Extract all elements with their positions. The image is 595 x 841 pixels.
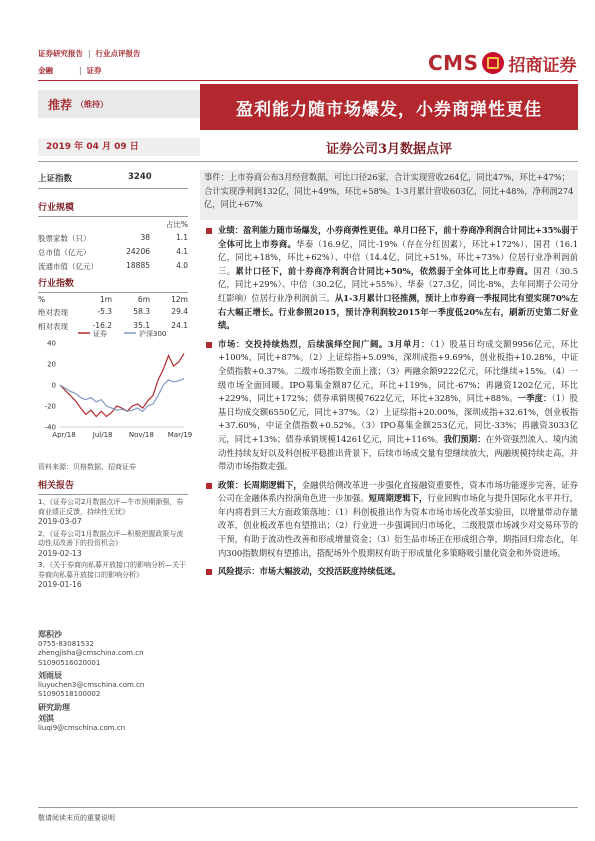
bullet-lead: 政策：长周期逻辑下，	[218, 479, 302, 490]
perf-row	[38, 307, 188, 318]
source-note	[38, 463, 188, 473]
legend-label-series1: 证券	[93, 330, 107, 338]
header-divider	[38, 80, 578, 81]
perf-section	[38, 276, 188, 332]
subtitle-divider	[38, 161, 578, 162]
scale-row	[38, 261, 188, 272]
bullet-lead2: 一季度：	[517, 393, 552, 404]
report-type-line: 证券研究报告 | 行业点评报告	[38, 49, 141, 58]
scale-row-pct: 4.1	[176, 247, 188, 256]
bullet-lead: 业绩：盈利能力随市场爆发，小券商弹性更佳。单月口径下，前十券商净利润合计同比+35%弱于全体可比上市券商。	[218, 225, 578, 249]
bullet-rest: 华泰（16.9亿，同比-19%（存在分红因素），环比+172%）、国君（16.1亿，同比+18%，环比+62%）、中信（14.4亿，同比+51%，环比+73%）位居行业净利润前三。	[218, 238, 578, 276]
perf-12m: 24.1	[171, 321, 188, 330]
scale-section	[38, 200, 188, 272]
perf-6m: 35.1	[133, 321, 150, 330]
analyst-phone: 0755-83081532	[38, 639, 94, 648]
analyst-cert: S1090518100002	[38, 690, 101, 698]
perf-row-label: 相对表现	[38, 322, 68, 331]
report-date: 2019 年 04 月 09 日	[38, 138, 200, 156]
related-report-date: 2019-01-16	[38, 580, 82, 589]
scale-row-label: 总市值（亿元）	[38, 248, 91, 257]
series-line-1	[60, 354, 184, 417]
bullet-rest2: 国君（30.5亿，同比+29%）、中信（30.2亿，同比+55%）、华泰（27.3亿，同比-8%，去年同期子公司分红影响）位居行业净利润前三。	[218, 265, 578, 303]
bullet-paragraph	[200, 565, 578, 579]
related-report	[38, 498, 188, 527]
analyst-section	[38, 628, 188, 733]
rating-box	[38, 90, 200, 118]
x-tick-label: Nov/18	[128, 431, 154, 439]
related-report-date: 2019-02-13	[38, 548, 82, 558]
index-row	[38, 172, 188, 184]
bullet-lead2: 累计口径下，前十券商净利润合计同比+50%，依然弱于全体可比上市券商。	[235, 265, 534, 276]
analyst-cert: S1090516020001	[38, 658, 101, 667]
analyst-email: liuyuchen3@cmschina.com.cn	[38, 680, 145, 689]
event-summary: 事件：上市券商公布3月经营数据，可比口径26家，合计实现营收264亿，同比47%，环比+47%；合计实现净利润132亿，同比+49%，环比+58%。1-3月累计营收603亿，同比+48%，净利润274亿，同比+67%	[200, 170, 578, 220]
divider	[38, 188, 188, 189]
footer-note: 敬请阅读末页的重要说明	[38, 814, 115, 822]
series-line-2	[60, 379, 184, 412]
x-tick-label: Jul/18	[92, 431, 113, 439]
bullet-lead2: 短周期逻辑下，	[368, 493, 428, 504]
index-value: 3240	[128, 172, 152, 182]
perf-header-unit: %	[38, 295, 46, 304]
bullet-lead3: 我们预期：	[443, 433, 486, 444]
y-tick-label: 40	[47, 339, 56, 348]
bullet-rest: 金融供给侧改革进一步强化直接融资重要性，资本市场功能逐步完善，证券公司在金融体系内扮演角色进一步加强。	[218, 479, 578, 504]
scale-row-value: 18885	[126, 261, 150, 270]
y-tick-label: 20	[47, 360, 56, 369]
title-bar	[200, 84, 578, 130]
bullet-paragraph	[200, 479, 578, 561]
related-report-date: 2019-03-07	[38, 517, 82, 526]
industry-line: 金融 | 证券	[38, 66, 102, 75]
cms-logo	[428, 45, 576, 81]
index-chart	[38, 325, 193, 453]
related-title: 相关报告	[38, 481, 75, 491]
bullet-rest: （1）股基日均成交额9956亿元，环比+100%，同比+87%。（2）上证综指+5.09%，深圳成指+9.69%，创业板指+10.28%，中证全债指数+0.37%。二级市场指数全面上涨；（3）两融余额9222亿元，环比继续+15%。（4）一级市场全面回暖。IPO募集金额87亿元，环比+119%，同比-67%；再融资1202亿元，环比+229%，同比+172%；债券承销规模7622亿元，环比+328%，同比+88%。	[218, 338, 578, 404]
report-subtitle: 证券公司3月数据点评	[325, 142, 453, 157]
scale-row-pct: 1.1	[176, 233, 188, 242]
report-type: 证券研究报告	[38, 49, 83, 58]
scale-title: 行业规模	[38, 203, 75, 213]
y-tick-label: -20	[44, 402, 56, 411]
perf-row-label: 绝对表现	[38, 308, 68, 317]
related-report	[38, 530, 188, 559]
assistant-name: 刘淇	[38, 714, 54, 723]
analyst-email: zhengjisha@cmschina.com.cn	[38, 649, 144, 657]
scale-row-pct: 4.0	[176, 261, 188, 270]
bullet-paragraph	[200, 224, 578, 333]
bullet-list	[200, 224, 578, 584]
perf-6m: 58.3	[133, 307, 150, 316]
scale-row	[38, 247, 188, 258]
related-report-title: 2、《证券公司1月数据点评—积极把握政策与流动性双改善下的投资机会》	[38, 529, 184, 547]
assistant-email: liuqi9@cmschina.com.cn	[38, 723, 126, 732]
page-title: 盈利能力随市场爆发，小券商弹性更佳	[236, 99, 542, 120]
scale-row-label: 流通市值（亿元）	[38, 262, 98, 271]
analyst-name: 郑积沙	[38, 630, 62, 639]
bullet-lead3: 从1-3月累计口径推测，预计上市券商一季报同比有望实现70%左右大幅正增长。行业参照2015，预计净利润较2015年一季度低20%左右，刷新历史第二好业绩。	[218, 292, 578, 331]
y-tick-label: -40	[44, 423, 56, 432]
scale-row-value: 38	[140, 233, 150, 242]
chart-source: 资料来源：贝格数据、招商证券	[38, 463, 136, 471]
related-report	[38, 561, 188, 590]
scale-header: 占比%	[165, 220, 188, 229]
perf-header-6m: 6m	[137, 295, 150, 304]
bullet-rest2: （1）股基日均成交额6550亿元，同比+37%。（2）上证综指+20.00%，深圳成指+32.61%，创业板指+37.60%，中证全债指数+0.52%。（3）IPO募集金额253亿元，同比-33%；再融资3033亿元，同比+13%；债券承销规模14261亿元，同比+116%。	[218, 393, 578, 444]
scale-row	[38, 233, 188, 244]
rating-main: 推荐	[48, 97, 73, 112]
bullet-lead: 市场：交投持续热烈，后续演绎空间广阔。3月单月：	[218, 338, 430, 349]
related-report-title: 1、《证券公司2月数据点评—牛市预期渐强，券商业绩正反馈，持续性无忧》	[38, 498, 184, 516]
x-tick-label: Mar/19	[167, 431, 193, 439]
related-report-title: 3、《关于券商向私募开放接口的影响分析—关于券商向私募开放接口的影响分析》	[38, 561, 186, 579]
perf-header-12m: 12m	[171, 295, 188, 304]
related-section	[38, 478, 188, 593]
industry: 金融	[38, 66, 53, 75]
perf-12m: 29.4	[171, 307, 188, 316]
perf-1m: -5.3	[97, 307, 112, 316]
report-subtype: 行业点评报告	[95, 49, 141, 58]
analyst-name: 刘雨辰	[38, 671, 62, 680]
legend-label-series2: 沪深300	[139, 330, 167, 338]
assistant-title: 研究助理	[38, 702, 70, 712]
perf-1m: -16.2	[92, 321, 112, 330]
perf-title: 行业指数	[38, 279, 75, 289]
index-label: 上证指数	[38, 174, 73, 184]
bullet-lead: 风险提示：市场大幅波动，交投活跃度持续低迷。	[218, 566, 401, 577]
sub-industry: 证券	[86, 66, 102, 75]
logo-text: CMS	[428, 51, 479, 75]
logo-badge-icon	[482, 52, 504, 74]
y-tick-label: 0	[51, 381, 56, 390]
perf-header-1m: 1m	[99, 295, 112, 304]
scale-row-value: 24206	[126, 247, 150, 256]
footer-divider	[38, 807, 578, 808]
bullet-rest3: 在外资强烈流入、境内流动性持续友好以及科创板平稳推出背景下，后续市场成交量有望继续放大，两融规模持续走高，并带动市场指数走强。	[218, 433, 578, 472]
logo-cn-text: 招商证券	[508, 55, 577, 76]
rating-sub: （维持）	[76, 99, 109, 109]
scale-row-label: 股票家数（只）	[38, 234, 91, 243]
bullet-paragraph	[200, 338, 578, 474]
x-tick-label: Apr/18	[52, 431, 76, 439]
bullet-rest2: 行业回购市场化与提升国际化水平并行，年内将看到三大方面政策落地：（1）科创板推出作为资本市场市场化改革实验田，以增量带动存量改革，创业板改革也有望推出；（2）行业进一步强调回归市场化，二级股票市场减少对交易环节的干预，有助于流动性改善和形成增量资金；（3）衍生品市场正在形成组合拳，期指回归常态化，年内300指数期权有望推出，搭配场外个股期权有助于形成量化多策略吸引量化资金和外资进场。	[218, 493, 578, 558]
